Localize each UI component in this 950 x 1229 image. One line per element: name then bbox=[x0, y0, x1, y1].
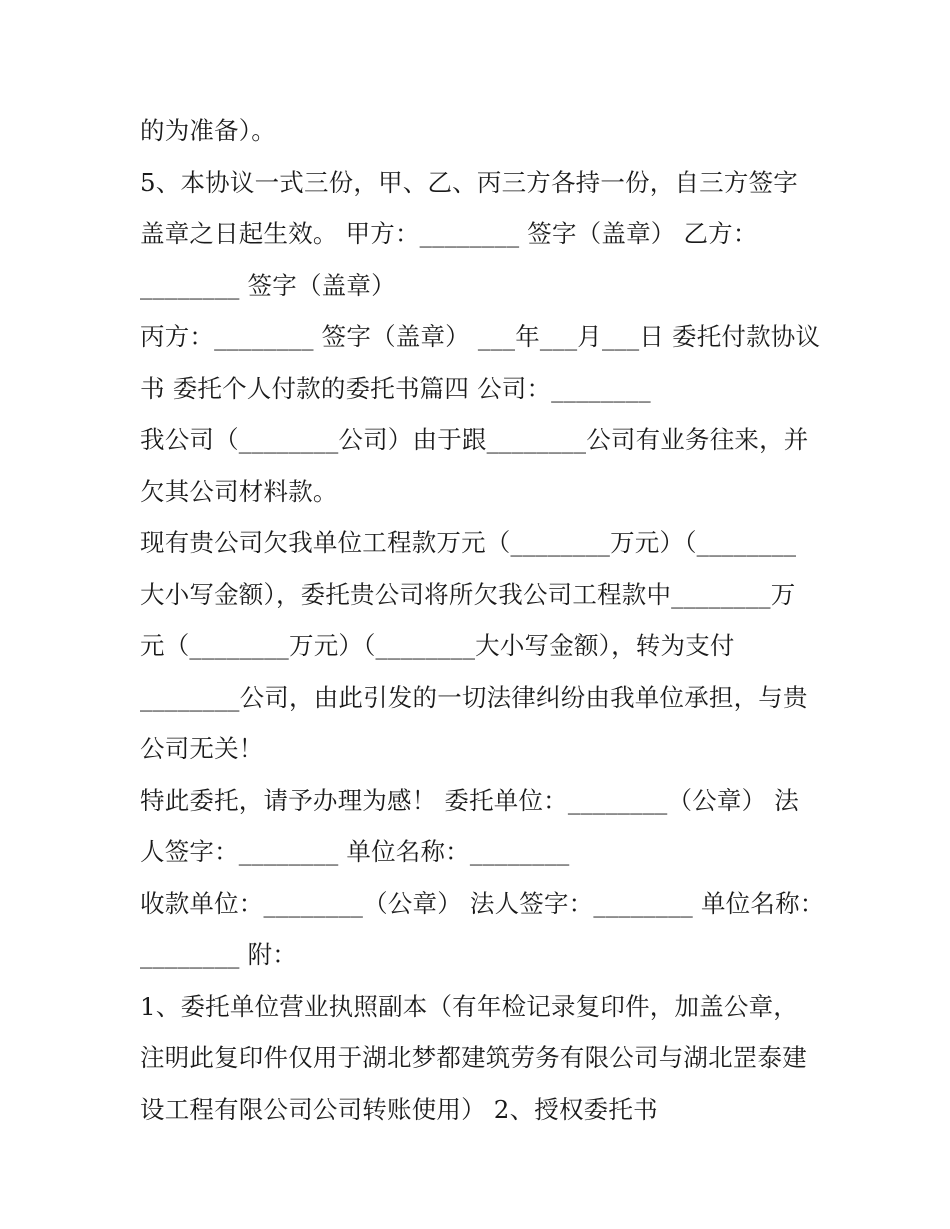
text-line-6: 书 委托个人付款的委托书篇四 公司：________ bbox=[140, 373, 651, 403]
text-line-11: 元（________万元）（________大小写金额），转为支付 bbox=[140, 631, 735, 660]
text-line-4: ________ 签字（盖章） bbox=[140, 270, 396, 300]
text-line-5: 丙方：________ 签字（盖章） ___年___月___日 委托付款协议 bbox=[140, 322, 821, 351]
text-line-9: 现有贵公司欠我单位工程款万元（________万元）（________ bbox=[140, 528, 797, 557]
text-line-18: 1、委托单位营业执照副本（有年检记录复印件，加盖公章， bbox=[140, 991, 798, 1021]
text-line-17: ________ 附： bbox=[140, 940, 297, 969]
text-line-7: 我公司（________公司）由于跟________公司有业务往来，并 bbox=[140, 425, 809, 454]
text-line-20: 设工程有限公司公司转账使用） 2、授权委托书 bbox=[140, 1094, 658, 1124]
document-body bbox=[140, 105, 825, 1135]
text-line-16: 收款单位：________（公章） 法人签字：________ 单位名称： bbox=[140, 888, 825, 918]
text-line-1: 的为准备）。 bbox=[140, 116, 276, 145]
text-line-10: 大小写金额），委托贵公司将所欠我公司工程款中________万 bbox=[140, 579, 796, 609]
text-line-15: 人签字：________ 单位名称：________ bbox=[140, 837, 570, 866]
text-line-13: 公司无关！ bbox=[140, 734, 264, 763]
text-line-19: 注明此复印件仅用于湖北梦都建筑劳务有限公司与湖北罡泰建 bbox=[140, 1043, 807, 1072]
text-line-12: ________公司，由此引发的一切法律纠纷由我单位承担，与贵 bbox=[140, 682, 808, 712]
text-line-14: 特此委托，请予办理为感！ 委托单位：________（公章） 法 bbox=[140, 785, 799, 815]
text-line-2: 5、本协议一式三份，甲、乙、丙三方各持一份，自三方签字 bbox=[140, 167, 798, 197]
text-line-3: 盖章之日起生效。 甲方：________ 签字（盖章） 乙方： bbox=[140, 219, 758, 248]
text-line-8: 欠其公司材料款。 bbox=[140, 476, 338, 506]
